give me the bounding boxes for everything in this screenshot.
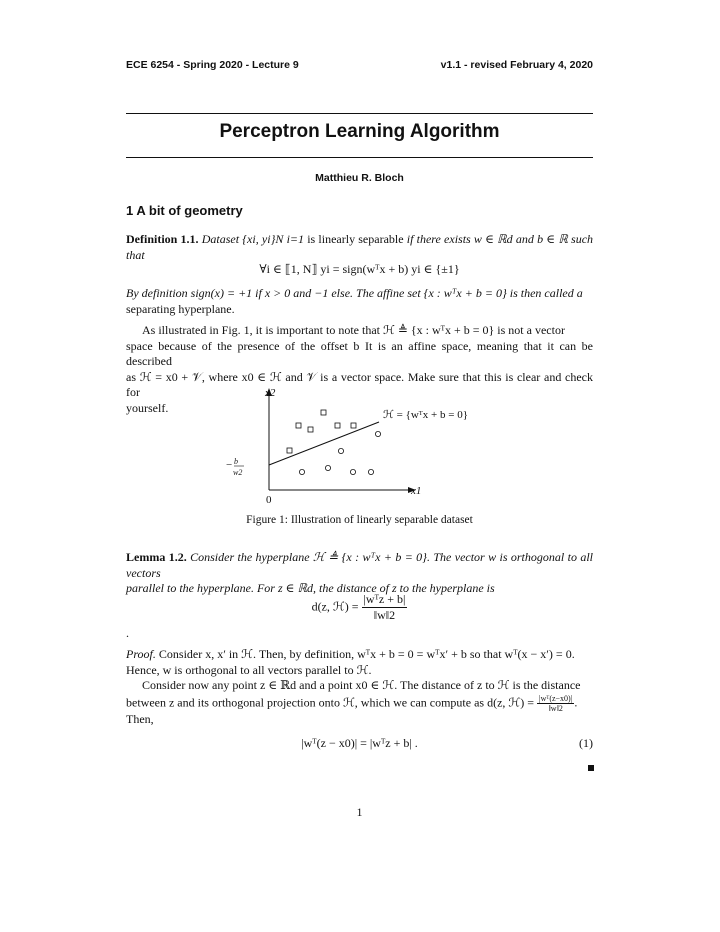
intercept-sign: −: [226, 459, 233, 471]
proof-inline-numerator: |wᵀ(z−x0)|: [539, 693, 573, 703]
class-circle-point: [325, 465, 330, 470]
equation-number: (1): [579, 736, 593, 750]
definition-after-line1: By definition sign(x) = +1 if x > 0 and −1 else. The affine set {x : wᵀx + b = 0} is then called a: [126, 286, 583, 300]
proof-inline-denominator: ‖w‖2: [548, 703, 563, 713]
paragraph-line: As illustrated in Fig. 1, it is important to note that ℋ ≜ {x : wᵀx + b = 0} is not a vector: [142, 323, 565, 337]
class-square-point: [287, 448, 292, 453]
proof-block: [126, 647, 593, 727]
figure-separable-dataset: [225, 384, 485, 508]
class-square-point: [335, 423, 340, 428]
x-axis-label: x1: [411, 485, 422, 497]
definition-text-a: Dataset {xi, yi}N i=1: [201, 232, 305, 246]
lemma-eq-denominator: ‖w‖2: [373, 608, 396, 622]
lemma-eq-fraction: [362, 592, 408, 623]
intercept-denominator: w2: [233, 468, 243, 477]
paragraph-line: space because of the presence of the offset b It is an affine space, meaning that it can be described: [126, 338, 593, 369]
section-heading: 1 A bit of geometry: [126, 203, 243, 218]
lemma-equation: [126, 592, 593, 623]
definition-label: Definition 1.1.: [126, 232, 199, 246]
class-square-point: [351, 423, 356, 428]
lemma-block: [126, 550, 593, 597]
page-number: 1: [356, 805, 363, 819]
proof-line1: Consider x, x′ in ℋ. Then, by definition, wᵀx + b = 0 = wᵀx′ + b so that wᵀ(x − x′) = 0.: [158, 647, 575, 661]
intercept-numerator: b: [234, 457, 238, 466]
author: Matthieu R. Bloch: [315, 172, 404, 184]
lemma-line2: parallel to the hyperplane. For z ∈ ℝd, the distance of z to the hyperplane is: [126, 581, 495, 596]
class-circle-point: [299, 469, 304, 474]
definition-text-b: is linearly separable: [307, 232, 404, 246]
class-circle-point: [350, 469, 355, 474]
class-circle-point: [338, 448, 343, 453]
lemma-eq-lhs: d(z, ℋ) =: [311, 599, 359, 614]
definition-after: [126, 286, 593, 317]
proof-line4: between z and its orthogonal projection onto ℋ, which we can compute as d(z, ℋ) =: [126, 695, 535, 710]
proof-line4-row: between z and its orthogonal projection onto ℋ, which we can compute as d(z, ℋ) = $\frac{\text{|wᵀ(z−x0)|}}{‖w‖2}$ .: [126, 693, 578, 713]
class-square-point: [308, 427, 313, 432]
y-axis-label: x2: [265, 387, 276, 399]
figure-caption: Figure 1: Illustration of linearly separable dataset: [246, 514, 473, 526]
lemma-eq-numerator: |wᵀz + b|: [363, 592, 406, 606]
proof-equation: |wᵀ(z − x0)| = |wᵀz + b| .: [301, 736, 418, 750]
class-circle-point: [375, 431, 380, 436]
proof-line3: Consider now any point z ∈ ℝd and a point x0 ∈ ℋ. The distance of z to ℋ is the distance: [142, 678, 581, 693]
lemma-line1: Consider the hyperplane ℋ ≜ {x : wᵀx + b = 0}. The vector w is orthogonal to all vectors: [126, 550, 593, 580]
origin-label: 0: [266, 494, 272, 506]
qed-square-icon: [588, 765, 594, 771]
proof-line5: Then,: [126, 711, 154, 726]
lemma-label: Lemma 1.2.: [126, 550, 187, 564]
definition-equation: ∀i ∈ ⟦1, N⟧ yi = sign(wᵀx + b) yi ∈ {±1}: [259, 262, 460, 276]
proof-line2: Hence, w is orthogonal to all vectors parallel to ℋ.: [126, 662, 372, 677]
title-rule-top: [126, 113, 593, 114]
lemma-trailing: .: [126, 626, 129, 640]
definition-block: [126, 232, 593, 263]
definition-text-c: if there exists w ∈ ℝd and b ∈ ℝ such that: [126, 232, 594, 262]
proof-label: Proof.: [126, 647, 156, 661]
proof-inline-fraction: [537, 694, 574, 713]
definition-after-line2: separating hyperplane.: [126, 301, 235, 316]
class-circle-point: [368, 469, 373, 474]
class-square-point: [321, 410, 326, 415]
class-square-point: [296, 423, 301, 428]
separating-hyperplane: [269, 422, 379, 465]
running-header-left: ECE 6254 - Spring 2020 - Lecture 9: [126, 59, 299, 71]
document-title: Perceptron Learning Algorithm: [219, 121, 500, 142]
hyperplane-label: ℋ = {wᵀx + b = 0}: [383, 409, 468, 421]
paragraph-line: as ℋ = x0 + 𝒱, where x0 ∈ ℋ and 𝒱 is a vector space. Make sure that this is clear and check for: [126, 369, 593, 400]
running-header-right: v1.1 - revised February 4, 2020: [440, 59, 593, 71]
title-rule-bottom: [126, 157, 593, 158]
paragraph-line: yourself.: [126, 400, 169, 415]
